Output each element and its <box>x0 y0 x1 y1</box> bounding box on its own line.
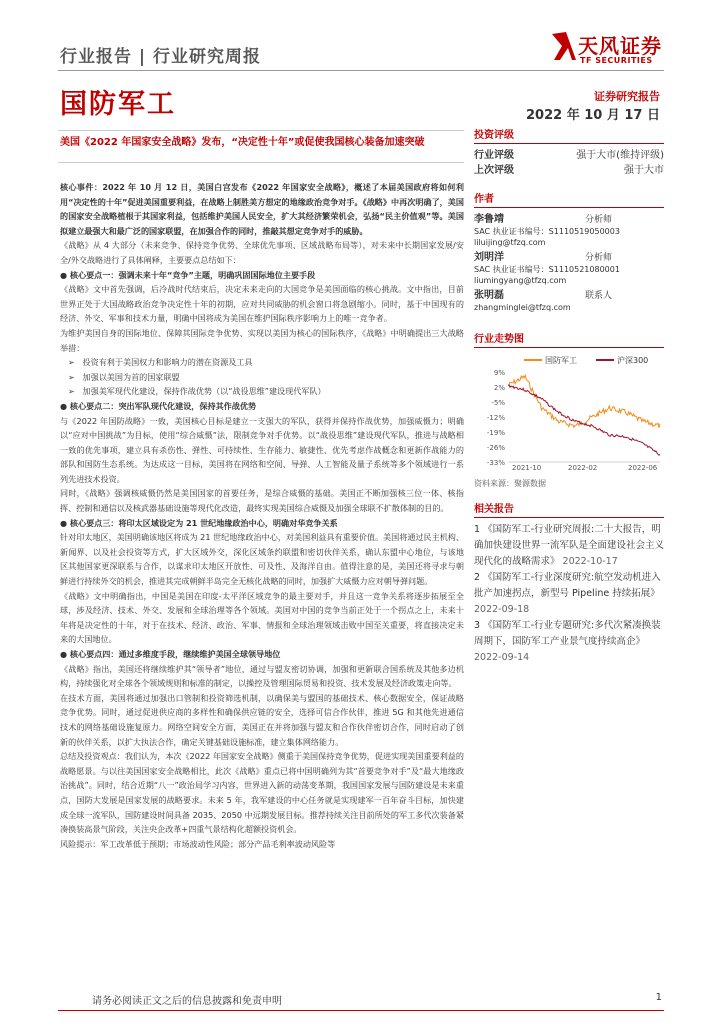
y-tick-label: -33% <box>486 459 505 467</box>
section-heading-4: ● 核心要点四：通过多维度手段，继续维护美国全球领导地位 <box>60 649 281 659</box>
company-logo <box>548 30 668 68</box>
trend-heading: 行业走势图 <box>474 330 664 348</box>
bullet-item-1 <box>60 355 464 370</box>
chart-source: 资料来源：聚源数据 <box>474 479 546 488</box>
trend-chart <box>474 352 664 472</box>
author-email[interactable]: zhangminglei@tfzq.com <box>474 303 571 312</box>
header-divider <box>58 70 664 71</box>
related-report-item[interactable] <box>474 522 664 570</box>
paragraph-china: 《战略》文中明确指出，中国是美国在印度-太平洋区域竞争的最主要对手，并且这一竞争关系将逐步拓展至全球，涉及经济、技术、外交、发展和全球治理等各个领域。美国对中国的竞争当前正处于一个拐点之上，未来十年将是决定性的十年，对于在技术、经济、政治、军事、情报和全球治理领域击败中国至关重要，将直接决定未来的大国地位。 <box>60 590 464 645</box>
related-report-item[interactable] <box>474 570 664 618</box>
y-tick-label: -12% <box>486 414 505 422</box>
author-name: 李鲁靖 <box>474 214 504 225</box>
author-section <box>474 190 664 313</box>
legend-label: 国防军工 <box>545 356 577 365</box>
paragraph-technology: 在技术方面，美国将通过加强出口管制和投资筛选机制，以确保美与盟国的基础技术、核心数据安全，保证战略竞争优势。同时，通过促进供应商的多样性和确保供应链的安全，选择可信合作伙伴，推进 5G 和其他先进通信技术的网络基础设施复原力。网络空间安全方面，美国正在并将加强与盟友和合作伙伴密切合作，同时启动了创新的伙伴关系，以扩大执法合作，确定关键基础设施标准，建立集体网络能力。 <box>60 692 464 747</box>
logo-mark-icon <box>548 30 576 64</box>
bullet-text: 加强以美国为首的国家联盟 <box>82 371 180 382</box>
author-name: 张明磊 <box>474 290 504 301</box>
subtitle-top-divider <box>58 130 464 131</box>
report-type: 证券研究报告 <box>594 90 660 103</box>
paragraph-military: 与《2022 年国防战略》一致，美国核心目标是建立一支强大的军队，获得并保持作战优势，加强威慑力；明确以“应对中国挑战”为目标，使用“综合威慑”法，限制竞争对手优势。以“战役思维”建设现代军队，推进与战略相一致的优先事项，建立具有杀伤性、弹性、可持续性、生存能力、敏捷性、优先考虑作战概念和更新作战能力的部队和国防生态系统。为达成这一目标，美国将在网络和空间、导弹、人工智能及量子系统等多个领域进行一系列先进技术投资。 <box>60 415 464 484</box>
main-body <box>60 180 464 851</box>
prev-rating-row <box>474 163 664 178</box>
x-tick-label: 2022-02 <box>568 464 598 472</box>
paragraph-competition: 《战略》文中首先强调，后冷战时代结束后，决定未来走向的大国竞争是美国面临的核心挑战。文中指出，目前世界正处于大国战略政治竞争决定性十年的初期，应对共同威胁的机会窗口将急剧缩小。同时，基于中国现有的经济、外交、军事和技术力量，明确中国将成为美国在维护国际秩序影响力上的唯一竞争者。 <box>60 284 464 324</box>
legend-label: 沪深300 <box>617 356 649 365</box>
author-block <box>474 214 664 248</box>
related-report-title[interactable]: 3 《国防军工-行业专题研究:多代次紧凑换装周期下，国防军工产业景气度持续高企》 <box>474 620 661 647</box>
y-tick-label: 2% <box>493 384 505 392</box>
author-block <box>474 290 664 313</box>
bullet-arrow-icon: ➢ <box>68 386 83 397</box>
author-email[interactable]: liumingyang@tfzq.com <box>474 276 567 285</box>
footer-disclaimer: 请务必阅读正文之后的信息披露和免责申明 <box>92 996 282 1007</box>
bullet-item-2 <box>60 370 464 385</box>
industry-rating-value: 强于大市(维持评级) <box>576 150 664 161</box>
related-report-date: 2022-09-14 <box>474 652 530 663</box>
x-tick-label: 2021-10 <box>512 464 542 472</box>
paragraph-leadership: 《战略》指出，美国还将继续维护其“领导者”地位，通过与盟友密切协调，加强和更新联合国系统及其他多边机构，持续强化对全球各个领域规则和标准的制定，以操控及管理国际贸易和投资、技术发展及经济政策走向等。 <box>60 663 464 689</box>
y-tick-label: 9% <box>493 369 505 377</box>
paragraph-overview: 《战略》从 4 大部分（未来竞争、保持竞争优势、全球优先事项、区域战略布局等），对未来中长期国家发展/安全/外交战略进行了具体阐释，主要要点总结如下： <box>60 240 464 265</box>
prev-rating-value: 强于大市 <box>624 165 664 176</box>
related-report-date: 2022-09-18 <box>474 604 530 615</box>
rating-heading: 投资评级 <box>474 126 664 144</box>
section-heading-2: ● 核心要点二：突出军队现代化建设，保持其作战优势 <box>60 400 257 411</box>
y-tick-label: -19% <box>486 429 505 437</box>
series-line-0 <box>508 375 660 428</box>
report-date: 2022 年 10 月 17 日 <box>526 108 660 123</box>
related-report-date: 2022-10-17 <box>562 556 618 567</box>
prev-rating-label: 上次评级 <box>474 165 514 176</box>
bullet-text: 加强美军现代化建设，保持作战优势（以“战役思维”建设现代军队） <box>82 386 326 397</box>
y-tick-label: -5% <box>491 399 505 407</box>
x-tick-label: 2022-06 <box>628 464 658 472</box>
related-report-title[interactable]: 1 《国防军工-行业研究周报:二十大报告，明确加快建设世界一流军队是全面建设社会主义现代化的战略需求》 <box>474 524 665 567</box>
logo-text-cn: 天风证券 <box>578 34 662 58</box>
bullet-arrow-icon: ➢ <box>68 371 83 382</box>
author-email[interactable]: liluijing@tfzq.com <box>474 238 546 247</box>
author-role: 联系人 <box>584 291 612 301</box>
author-sac: SAC 执业证书编号：S1110519050003 <box>474 227 620 236</box>
bullet-text: 投资有利于美国权力和影响力的潜在资源及工具 <box>82 357 253 368</box>
report-subtitle: 美国《2022 年国家安全战略》发布，“决定性十年”或促使我国核心装备加速突破 <box>60 137 425 148</box>
industry-rating-row <box>474 148 664 163</box>
author-role: 分析师 <box>584 215 612 225</box>
rating-section <box>474 126 664 178</box>
subtitle-bottom-divider <box>58 162 464 163</box>
page-title: 国防军工 <box>60 89 176 120</box>
y-tick-label: -26% <box>486 444 505 452</box>
logo-text-en: TF SECURITIES <box>580 56 653 65</box>
related-section <box>474 500 664 666</box>
report-category: 行业报告 | 行业研究周报 <box>60 47 262 67</box>
author-sac: SAC 执业证书编号：S1110521080001 <box>474 265 620 274</box>
paragraph-nuclear: 同时，《战略》强调核威慑仍然是美国国家的首要任务，是综合威慑的基础。美国正不断加强核三位一体、核指挥、控制和通信以及核武器基础设施等现代化改造，最终实现美国综合威慑及加强全球联不扩散体制的目的。 <box>60 488 464 514</box>
industry-rating-label: 行业评级 <box>474 150 514 161</box>
author-heading: 作者 <box>474 190 664 208</box>
related-report-item[interactable] <box>474 618 664 666</box>
paragraph-risk: 风险提示：军工改革低于预期；市场波动性风险；部分产品毛利率波动风险等 <box>60 838 336 849</box>
author-block <box>474 252 664 286</box>
trend-section <box>474 330 664 489</box>
bullet-arrow-icon: ➢ <box>68 357 83 368</box>
bullet-item-3 <box>60 384 464 399</box>
related-report-title[interactable]: 2 《国防军工-行业深度研究:航空发动机进入批产加速拐点，新型号 Pipeline 持续拓展》 <box>474 572 661 599</box>
footer-divider <box>58 1010 664 1011</box>
related-heading: 相关报告 <box>474 500 664 518</box>
section-heading-1: ● 核心要点一：强调未来十年“竞争”主题，明确巩固国际地位主要手段 <box>60 269 316 280</box>
page-number: 1 <box>655 992 662 1003</box>
section-heading-3: ● 核心要点三：将印太区域设定为 21 世纪地缘政治中心，明确对华竞争关系 <box>60 517 338 528</box>
paragraph-core-event: 核心事件：2022 年 10 月 12 日，美国白宫发布《2022 年国家安全战略》，概述了本届美国政府将如何利用“决定性的十年”促进美国重要利益，在战略上制胜美方想定的地缘政治竞争对手。《战略》中再次明确了，美国的国家安全战略植根于其国家利益，包括维护美国人民安全，扩大其经济繁荣机会，弘扬“民主价值观”等。美国拟建立最强大和最广泛的国家联盟，在加强合作的同时，推敲其想定竞争对手的威胁。 <box>60 182 464 236</box>
author-name: 刘明洋 <box>474 252 504 263</box>
paragraph-indo-pacific: 针对印太地区，美国明确该地区将成为 21 世纪地缘政治中心，对美国利益具有重要价值。美国将通过民主机构、新闻界、以及社会投资等方式，扩大区域外交，深化区域条约联盟和密切伙伴关系，确认东盟中心地位，与该地区其他国家更深联系与合作，以谋求印太地区开放性、可及性、及海洋自由。值得注意的是，美国还将寻求与朝鲜进行持续外交的机会，推进其完成朝鲜半岛完全无核化战略的同时，加强扩大威慑力应对朝导弹问题。 <box>60 532 464 587</box>
author-role: 分析师 <box>584 253 612 263</box>
paragraph-measures: 为维护美国自身的国际地位、保障其国际竞争优势、实现以美国为核心的国际秩序，《战略》中明确提出三大战略举措： <box>60 327 464 353</box>
paragraph-conclusion: 总结及投资观点：我们认为，本次《2022 年国家安全战略》侧重于美国保持竞争优势，促进实现美国重要利益的战略愿景。与以往美国国家安全战略相比，此次《战略》重点已将中国明确列为其“首要竞争对手”及“最大地缘政治挑战”。同时，结合近期“八一”政治局学习内容，世界进入新的动荡变革期，我国国家发展与国防建设是未来重点，国防大发展是国家发展的战略要求。未来 5 年，我军建设的中心任务就是实现建军一百年奋斗目标，加快建成全球一流军队，国防建设时间具备 2035、2050 中远期发展目标。推荐持续关注目前所处的军工多代次装备紧凑换装高景气阶段，关注央企改革+四重气景结构化超额投资机会。 <box>60 751 464 835</box>
